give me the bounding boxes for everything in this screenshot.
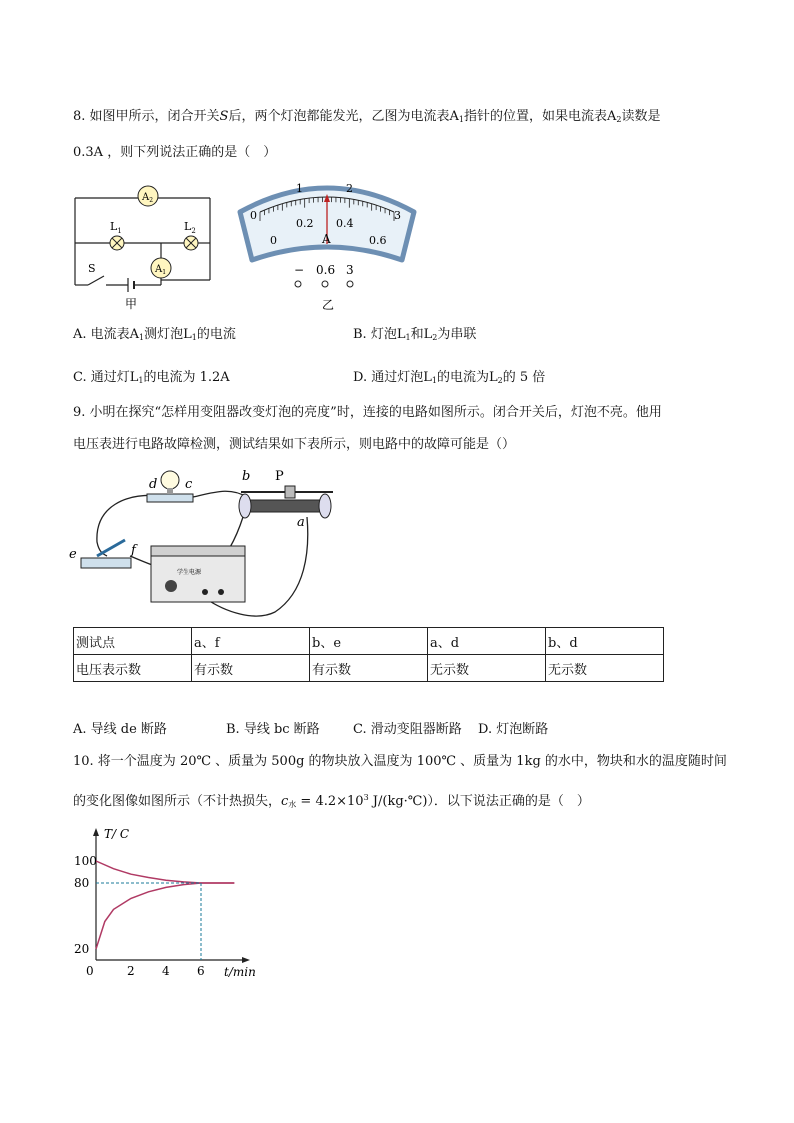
svg-text:甲: 甲: [125, 297, 138, 311]
svg-text:−: −: [294, 263, 305, 277]
temperature-time-graph: [74, 824, 278, 984]
svg-text:d: d: [149, 477, 158, 492]
q9-option-b[interactable]: B. 导线 bc 断路: [226, 722, 320, 737]
svg-text:0: 0: [250, 209, 257, 222]
table-cell: b、e: [310, 628, 428, 655]
table-cell: 测试点: [74, 628, 192, 655]
table-row: [74, 628, 664, 655]
q9-option-d[interactable]: D. 灯泡断路: [478, 722, 549, 737]
rheostat: [247, 500, 325, 512]
y-axis-label: T/ C: [104, 827, 130, 841]
svg-text:L1: $L_1$: [110, 220, 122, 235]
table-row: [74, 655, 664, 682]
x-axis-label: t/min: [224, 965, 256, 979]
svg-text:b: b: [242, 469, 251, 484]
svg-text:P: P: [275, 469, 284, 484]
table-cell: 无示数: [428, 655, 546, 682]
circuit-diagram-jia: [70, 180, 220, 310]
svg-text:a: a: [297, 515, 305, 530]
table-cell: a、f: [192, 628, 310, 655]
q9-option-c[interactable]: C. 滑动变阻器断路: [353, 722, 462, 737]
svg-text:乙: 乙: [322, 298, 335, 312]
svg-text:S: S: [88, 262, 96, 275]
q10-line2: 的变化图像如图所示（不计热损失，$c_水 = 4.2\times 10^3$ J/(kg·℃)）．以下说法正确的是（ ）: [73, 793, 590, 809]
svg-text:c: c: [185, 477, 193, 492]
table-cell: a、d: [428, 628, 546, 655]
svg-text:e: e: [69, 547, 77, 562]
q8-option-d[interactable]: D. 通过灯泡$L_1$的电流为$L_2$的 5 倍: [353, 370, 546, 385]
svg-text:1: 1: [296, 182, 303, 195]
q9-line2: 电压表进行电路故障检测，测试结果如下表所示，则电路中的故障可能是（）: [73, 437, 516, 452]
x-tick-label: 0: [86, 964, 94, 978]
q9-line1: 9. 小明在探究“怎样用变阻器改变灯泡的亮度”时，连接的电路如图所示。闭合开关后，灯泡不亮。他用: [73, 405, 662, 420]
svg-text:0.6: 0.6: [316, 263, 336, 277]
q10-line1: 10. 将一个温度为 20℃ 、质量为 500g 的物块放入温度为 100℃ 、质量为 1kg 的水中，物块和水的温度随时间: [73, 754, 727, 769]
svg-text:L2: $L_2$: [184, 220, 196, 235]
y-tick-label: 20: [74, 942, 90, 956]
ammeter-dial-yi: [232, 172, 422, 312]
table-cell: 电压表示数: [74, 655, 192, 682]
x-tick-label: 6: [197, 964, 205, 978]
table-cell: b、d: [546, 628, 664, 655]
test-results-table: [73, 627, 664, 682]
apparatus-diagram: [69, 462, 345, 622]
y-tick-label: 100: [74, 854, 97, 868]
q8-option-b[interactable]: B. 灯泡$L_1$和$L_2$为串联: [353, 327, 477, 342]
svg-text:0.2: 0.2: [296, 217, 314, 230]
x-tick-label: 4: [162, 964, 170, 978]
svg-text:学生电源: 学生电源: [177, 569, 202, 576]
svg-text:A: A: [322, 232, 331, 246]
table-cell: 有示数: [192, 655, 310, 682]
bulb-icon: [161, 471, 179, 489]
svg-text:f: f: [131, 543, 136, 558]
svg-text:2: 2: [346, 182, 353, 195]
table-cell: 有示数: [310, 655, 428, 682]
table-cell: 无示数: [546, 655, 664, 682]
q8-option-c[interactable]: C. 通过灯$L_1$的电流为 1.2A: [73, 370, 230, 385]
y-tick-label: 80: [74, 876, 90, 890]
svg-text:0.4: 0.4: [336, 217, 354, 230]
svg-text:3: 3: [394, 209, 401, 222]
series-curve-1: [96, 861, 234, 883]
series-curve-2: [96, 883, 234, 949]
q9-option-a[interactable]: A. 导线 de 断路: [73, 722, 167, 737]
q8-line2: 0.3A ，则下列说法正确的是（ ）: [73, 145, 277, 160]
q8-option-a[interactable]: A. 电流表$A_1$测灯泡$L_1$的电流: [73, 327, 236, 342]
q8-line1: 8. 如图甲所示，闭合开关S后，两个灯泡都能发光，乙图为电流表$A_1$指针的位置，如果电流表$A_2$读数是: [73, 109, 661, 124]
switch-base: [81, 558, 131, 568]
x-tick-label: 2: [127, 964, 135, 978]
svg-text:A2: $A_2$: [142, 192, 154, 204]
svg-text:0: 0: [270, 234, 277, 247]
svg-text:A1: $A_1$: [155, 264, 167, 276]
lamp-base: [147, 494, 193, 502]
svg-text:3: 3: [346, 263, 354, 277]
svg-text:0.6: 0.6: [369, 234, 387, 247]
